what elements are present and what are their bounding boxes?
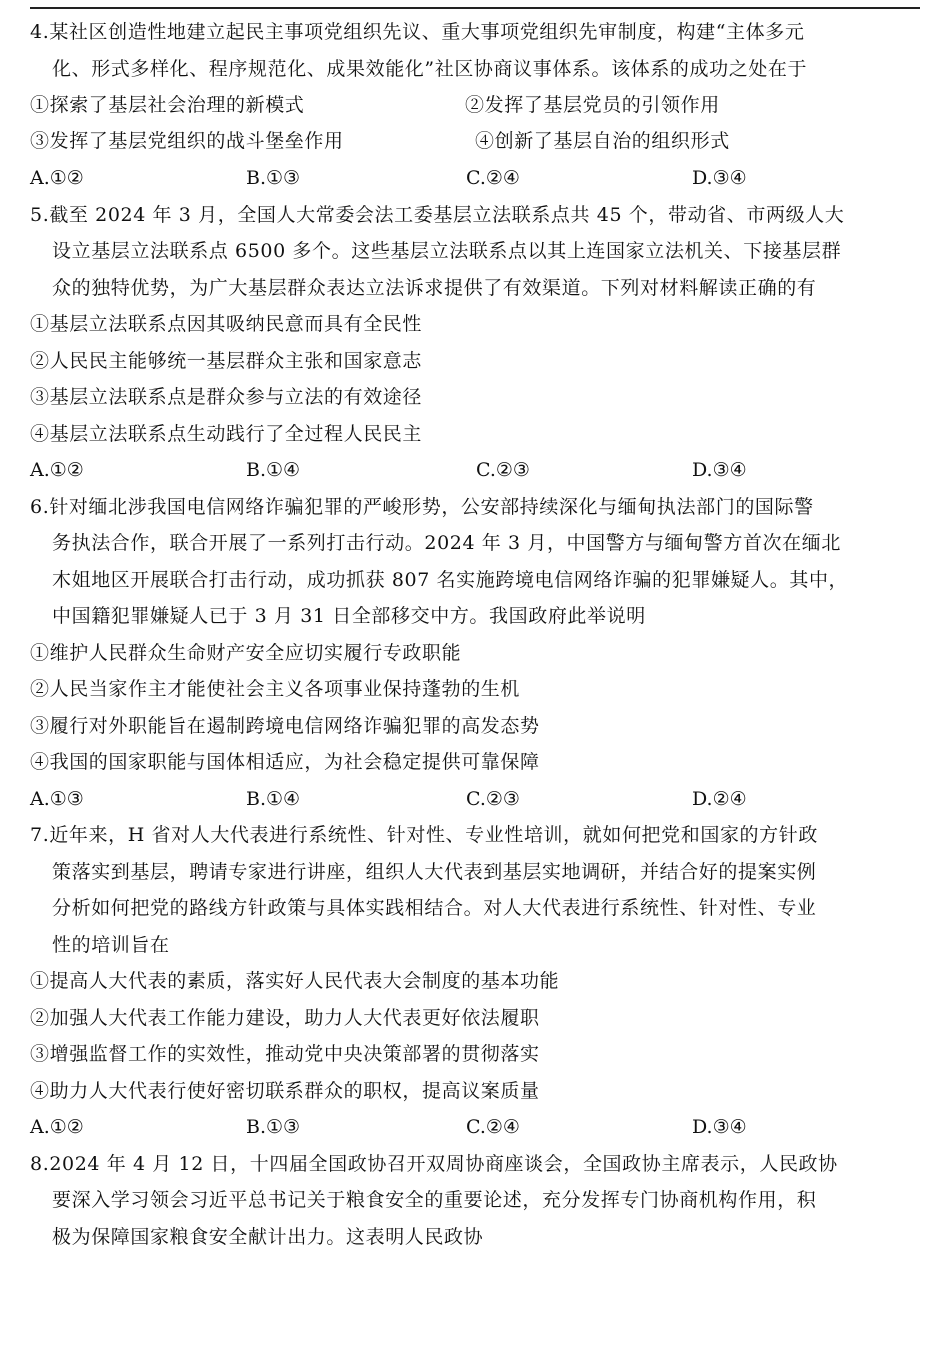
question-6-option-d[interactable]: D.②④ [692,788,747,810]
question-4-option-a[interactable]: A.①② [30,167,84,189]
question-6-stem-line-3: 木姐地区开展联合打击行动，成功抓获 807 名实施跨境电信网络诈骗的犯罪嫌疑人。其中， [52,569,849,591]
question-6-option-c[interactable]: C.②③ [466,788,520,810]
question-5-stem-line-1: 5.截至 2024 年 3 月，全国人大常委会法工委基层立法联系点共 45 个，带动省、市两级人大 [30,204,845,226]
question-5-option-b[interactable]: B.①④ [246,459,301,481]
question-7-option-c[interactable]: C.②④ [466,1116,520,1138]
question-5-stem-line-3: 众的独特优势，为广大基层群众表达立法诉求提供了有效渠道。下列对材料解读正确的有 [52,277,817,299]
top-rule [30,7,920,9]
question-6-stem-line-2: 务执法合作，联合开展了一系列打击行动。2024 年 3 月，中国警方与缅甸警方首次在缅北 [52,532,841,554]
question-7-item-2: ②加强人大代表工作能力建设，助力人大代表更好依法履职 [30,1007,540,1029]
question-6-option-a[interactable]: A.①③ [30,788,84,810]
question-6-item-2: ②人民当家作主才能使社会主义各项事业保持蓬勃的生机 [30,678,521,700]
question-5-option-c[interactable]: C.②③ [476,459,530,481]
question-4-item-2: ②发挥了基层党员的引领作用 [465,94,720,116]
question-8-stem-line-2: 要深入学习领会习近平总书记关于粮食安全的重要论述，充分发挥专门协商机构作用，积 [52,1189,817,1211]
question-4-item-1: ①探索了基层社会治理的新模式 [30,94,305,116]
question-7-item-4: ④助力人大代表行使好密切联系群众的职权，提高议案质量 [30,1080,540,1102]
question-6-stem-line-1: 6.针对缅北涉我国电信网络诈骗犯罪的严峻形势，公安部持续深化与缅甸执法部门的国际警 [30,496,814,518]
question-5-item-4: ④基层立法联系点生动践行了全过程人民民主 [30,423,423,445]
question-8-stem-line-3: 极为保障国家粮食安全献计出力。这表明人民政协 [52,1226,484,1248]
question-5-stem-line-2: 设立基层立法联系点 6500 多个。这些基层立法联系点以其上连国家立法机关、下接基层群 [52,240,842,262]
question-8-stem-line-1: 8.2024 年 4 月 12 日，十四届全国政协召开双周协商座谈会，全国政协主席表示，人民政协 [30,1153,838,1175]
question-5-item-2: ②人民民主能够统一基层群众主张和国家意志 [30,350,423,372]
question-6-stem-line-4: 中国籍犯罪嫌疑人已于 3 月 31 日全部移交中方。我国政府此举说明 [52,605,646,627]
question-7-option-b[interactable]: B.①③ [246,1116,301,1138]
question-5-option-d[interactable]: D.③④ [692,459,747,481]
question-7-stem-line-1: 7.近年来，H 省对人大代表进行系统性、针对性、专业性培训，就如何把党和国家的方针政 [30,824,818,846]
question-4-item-3: ③发挥了基层党组织的战斗堡垒作用 [30,130,344,152]
question-5-item-3: ③基层立法联系点是群众参与立法的有效途径 [30,386,423,408]
question-6-option-b[interactable]: B.①④ [246,788,301,810]
question-5-option-a[interactable]: A.①② [30,459,84,481]
question-7-option-a[interactable]: A.①② [30,1116,84,1138]
question-4-stem-line-2: 化、形式多样化、程序规范化、成果效能化”社区协商议事体系。该体系的成功之处在于 [52,58,808,80]
question-4-option-c[interactable]: C.②④ [466,167,520,189]
question-6-item-3: ③履行对外职能旨在遏制跨境电信网络诈骗犯罪的高发态势 [30,715,540,737]
question-7-stem-line-3: 分析如何把党的路线方针政策与具体实践相结合。对人大代表进行系统性、针对性、专业 [52,897,817,919]
question-6-item-1: ①维护人民群众生命财产安全应切实履行专政职能 [30,642,462,664]
question-7-option-d[interactable]: D.③④ [692,1116,747,1138]
question-7-stem-line-4: 性的培训旨在 [52,934,170,956]
question-7-stem-line-2: 策落实到基层，聘请专家进行讲座，组织人大代表到基层实地调研，并结合好的提案实例 [52,861,817,883]
question-7-item-1: ①提高人大代表的素质，落实好人民代表大会制度的基本功能 [30,970,560,992]
question-4-option-b[interactable]: B.①③ [246,167,301,189]
question-4-option-d[interactable]: D.③④ [692,167,747,189]
question-5-item-1: ①基层立法联系点因其吸纳民意而具有全民性 [30,313,423,335]
question-6-item-4: ④我国的国家职能与国体相适应，为社会稳定提供可靠保障 [30,751,540,773]
question-7-item-3: ③增强监督工作的实效性，推动党中央决策部署的贯彻落实 [30,1043,540,1065]
question-4-stem-line-1: 4.某社区创造性地建立起民主事项党组织先议、重大事项党组织先审制度，构建“主体多元 [30,21,805,43]
question-4-item-4: ④创新了基层自治的组织形式 [475,130,730,152]
